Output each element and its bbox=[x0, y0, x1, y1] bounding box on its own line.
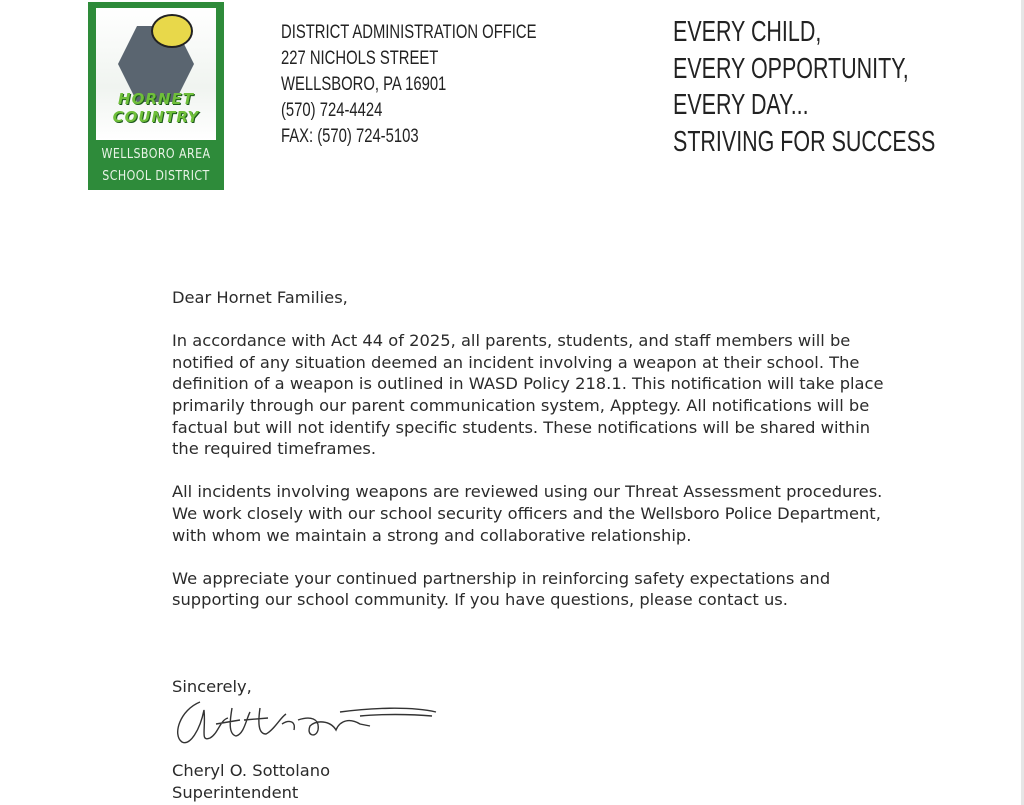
signer-name: Cheryl O. Sottolano bbox=[172, 761, 331, 780]
tagline-line: EVERY CHILD, bbox=[673, 16, 822, 48]
tagline bbox=[673, 14, 935, 160]
salutation: Dear Hornet Families, bbox=[172, 288, 348, 307]
signature-image bbox=[170, 690, 440, 750]
fax: FAX: (570) 724-5103 bbox=[281, 126, 419, 147]
address-line: 227 NICHOLS STREET bbox=[281, 48, 439, 69]
closing: Sincerely, bbox=[172, 677, 252, 696]
tagline-line: EVERY DAY... bbox=[673, 89, 809, 121]
address-line: DISTRICT ADMINISTRATION OFFICE bbox=[281, 22, 537, 43]
office-address bbox=[281, 20, 537, 150]
paragraph: In accordance with Act 44 of 2025, all parents, students, and staff members will be notified of any situation deemed an incident involving a weapon at their school. The definition of a weapon is outlined in WASD Policy 218.1. This notification will take place primarily through our parent communication system, Apptegy. All notifications will be factual but will not identify specific students. These notifications will be shared within the required timeframes. bbox=[172, 331, 884, 459]
logo-district-name: WELLSBORO AREA SCHOOL DISTRICT bbox=[101, 147, 211, 184]
logo-panel bbox=[96, 8, 216, 140]
phone: (570) 724-4424 bbox=[281, 100, 383, 121]
signer-title: Superintendent bbox=[172, 782, 299, 802]
signature-block bbox=[172, 760, 330, 803]
paragraph: All incidents involving weapons are reviewed using our Threat Assessment procedures. We work closely with our school security officers and the Wellsboro Police Department, with whom we maintain a strong and collaborative relationship. bbox=[172, 482, 883, 545]
tagline-line: EVERY OPPORTUNITY, bbox=[673, 52, 909, 85]
tagline-line: STRIVING FOR SUCCESS bbox=[673, 125, 936, 158]
address-line: WELLSBORO, PA 16901 bbox=[281, 74, 447, 95]
district-logo bbox=[88, 2, 224, 190]
logo-mascot-text: HORNET COUNTRY bbox=[112, 90, 200, 126]
hornet-mascot-icon bbox=[151, 14, 193, 48]
letter-body bbox=[172, 287, 892, 633]
paragraph: We appreciate your continued partnership in reinforcing safety expectations and supporting our school community. If you have questions, please contact us. bbox=[172, 568, 831, 610]
